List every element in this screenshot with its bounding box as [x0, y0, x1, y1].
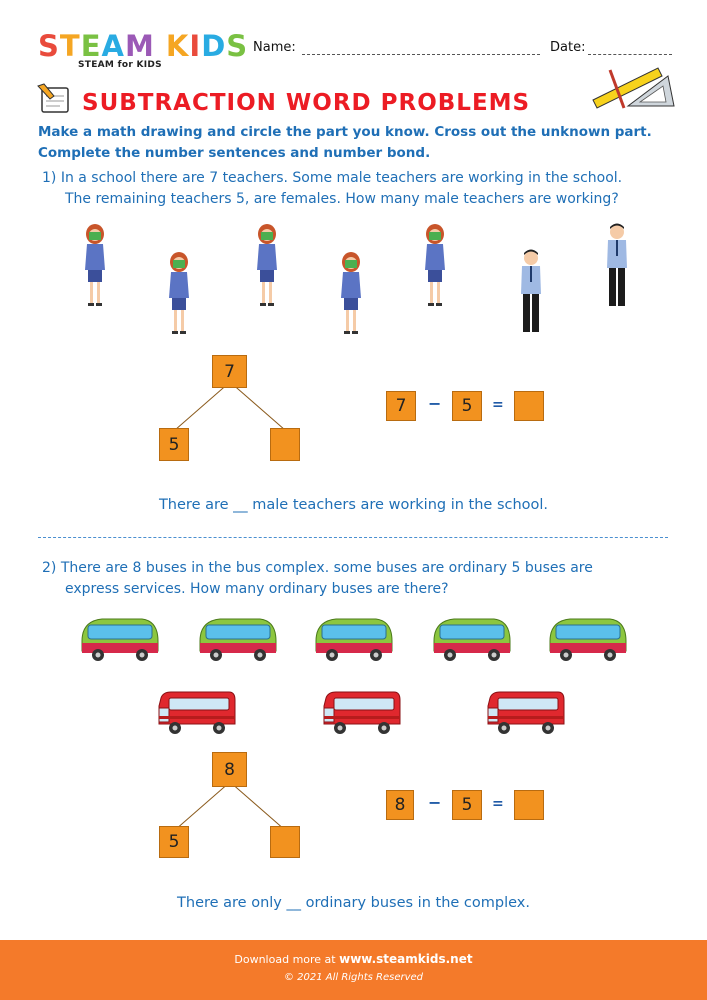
- footer-copyright: © 2021 All Rights Reserved: [283, 972, 424, 983]
- q2-eq-b: 5: [452, 790, 482, 820]
- green-bus-icon: [546, 615, 630, 663]
- logo-letter: S: [38, 29, 60, 63]
- q1-eq-result[interactable]: [514, 391, 544, 421]
- name-field[interactable]: [302, 54, 540, 55]
- q1-equals: =: [492, 397, 504, 413]
- footer-download-prefix: Download more at: [234, 953, 336, 966]
- q1-bond-left: 5: [159, 428, 189, 461]
- logo-letter: S: [226, 29, 249, 63]
- q1-line2: The remaining teachers 5, are females. How many male teachers are working?: [65, 191, 619, 207]
- logo-letter: A: [101, 29, 125, 63]
- green-bus-icon: [78, 615, 162, 663]
- section-divider: [38, 537, 668, 538]
- footer-bar: [0, 940, 707, 1000]
- female-teacher-icon: [418, 222, 452, 308]
- green-bus-icon: [430, 615, 514, 663]
- logo-letter: I: [189, 29, 202, 63]
- q2-bond-top: 8: [212, 752, 247, 787]
- q2-line2: express services. How many ordinary buses are there?: [65, 581, 449, 597]
- q2-bond-right[interactable]: [270, 826, 300, 858]
- ruler-triangle-icon: [588, 62, 678, 112]
- q2-equals: =: [492, 796, 504, 812]
- red-bus-icon: [320, 688, 404, 736]
- instructions: Make a math drawing and circle the part you know. Cross out the unknown part. Complete the number sentences and number bond.: [38, 124, 652, 161]
- logo-letter: M: [124, 29, 155, 63]
- q1-minus: −: [428, 394, 442, 413]
- q1-line1: 1) In a school there are 7 teachers. Some male teachers are working in the school.: [42, 170, 623, 186]
- worksheet-icon: [36, 82, 74, 116]
- female-teacher-icon: [250, 222, 284, 308]
- q1-eq-a: 7: [386, 391, 416, 421]
- male-teacher-icon: [600, 222, 634, 308]
- q1-answer-sentence: There are __ male teachers are working in the school.: [158, 497, 549, 513]
- female-teacher-icon: [334, 250, 368, 336]
- green-bus-icon: [312, 615, 396, 663]
- date-label: Date:: [550, 40, 586, 55]
- female-teacher-icon: [162, 250, 196, 336]
- male-teacher-icon: [514, 248, 548, 334]
- red-bus-icon: [484, 688, 568, 736]
- logo-letter: K: [165, 29, 190, 63]
- q1-bond-right[interactable]: [270, 428, 300, 461]
- logo-letter: E: [80, 29, 102, 63]
- footer-site-link[interactable]: www.steamkids.net: [339, 952, 473, 966]
- q2-bond-left: 5: [159, 826, 189, 858]
- logo-letter: [155, 30, 166, 62]
- q2-minus: −: [428, 793, 442, 812]
- logo-letter: T: [59, 29, 81, 63]
- steam-kids-logo: [38, 30, 248, 62]
- red-bus-icon: [155, 688, 239, 736]
- q2-line1: 2) There are 8 buses in the bus complex. some buses are ordinary 5 buses are: [42, 560, 593, 576]
- q2-eq-a: 8: [386, 790, 414, 820]
- footer-download: [0, 952, 707, 966]
- name-label: Name:: [253, 40, 296, 55]
- female-teacher-icon: [78, 222, 112, 308]
- page-title: SUBTRACTION WORD PROBLEMS: [82, 90, 531, 116]
- green-bus-icon: [196, 615, 280, 663]
- logo-subtitle: STEAM for KIDS: [78, 60, 162, 70]
- q2-answer-sentence: There are only __ ordinary buses in the complex.: [177, 895, 530, 911]
- q1-bond-top: 7: [212, 355, 247, 388]
- date-field[interactable]: [588, 54, 672, 55]
- logo-letter: D: [201, 29, 227, 63]
- q1-eq-b: 5: [452, 391, 482, 421]
- q2-eq-result[interactable]: [514, 790, 544, 820]
